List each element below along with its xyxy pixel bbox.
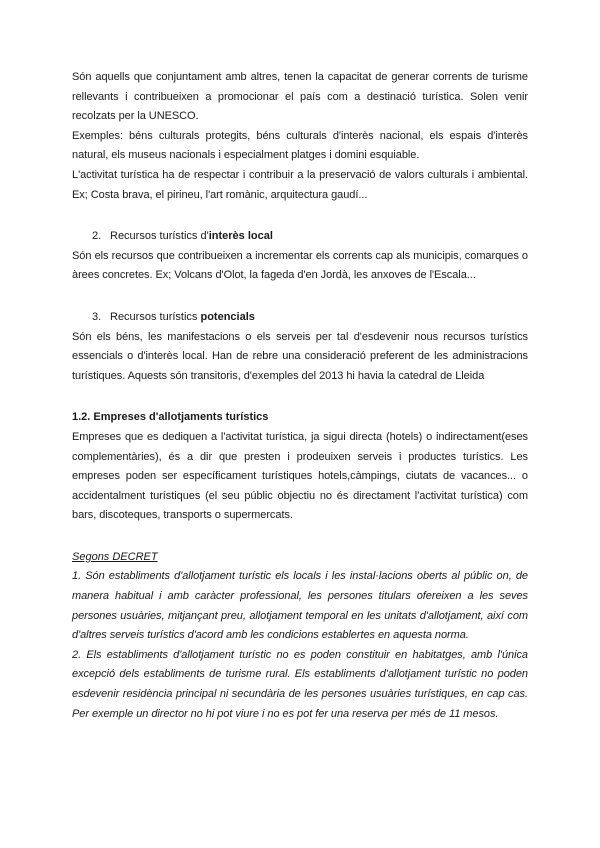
- item-3-heading: [92, 308, 528, 328]
- item-3-number: 3.: [92, 310, 102, 323]
- intro-paragraph-3: L'activitat turística ha de respectar i contribuir a la preservació de valors culturals i ambiental. Ex; Costa brava, el pirineu, l'art romànic, arquitectura gaudí...: [72, 168, 528, 201]
- item-2-title-bold: interès local: [208, 230, 273, 243]
- item-3-body: Són els béns, les manifestacions o els serveis per tal d'esdevenir nous recursos turístics essencials o d'interès local. Han de rebre una consideració preferent de les administracions turístiques. Aquests són transitoris, d'exemples del 2013 hi havia la catedral de Lleida: [72, 330, 528, 382]
- item-2-heading: [92, 227, 528, 247]
- decret-paragraph-1: 1. Són establiments d'allotjament turístic els locals i les instal·lacions oberts al públic on, de manera habitual i amb caràcter professional, les persones titulars ofereixen a les seves persones usuàries, mitjançant preu, allotjament temporal en les unitats d'allotjament, així com d'altres serveis turístics d'acord amb les condicions establertes en aquesta norma.: [72, 570, 528, 642]
- intro-paragraph-2: Exemples: béns culturals protegits, béns culturals d'interès nacional, els espais d'interès natural, els museus nacionals i especialment platges i domini esquiable.: [72, 129, 528, 162]
- section-body: Empreses que es dediquen a l'activitat turística, ja sigui directa (hotels) o indirectament(eses complementàries), és a dir que presten i prodeuixen serveis i productes turístics. Les empreses poden ser específicament turístiques hotels,càmpings, ciutats de vacances... o accidentalment turístiques (el seu públic objectiu no és directament l'activitat turística) com bars, discoteques, transports o supermercats.: [72, 430, 528, 522]
- document-page: [72, 68, 528, 724]
- item-2-title-plain: Recursos turístics d': [110, 230, 209, 243]
- intro-paragraph-1: Són aquells que conjuntament amb altres, tenen la capacitat de generar corrents de turisme rellevants i contribueixen a promocionar el país com a destinació turística. Solen venir recolzats per la UNESCO.: [72, 71, 528, 123]
- item-3-title-plain: Recursos turístics: [110, 310, 201, 323]
- item-2-body: Són els recursos que contribueixen a incrementar els corrents cap als municipis, comarques o àrees concretes. Ex; Volcans d'Olot, la fageda d'en Jordà, les anxoves de l'Escala...: [72, 249, 528, 282]
- decret-block: [72, 548, 528, 724]
- decret-paragraph-2: 2. Els establiments d'allotjament turístic no es poden constituir en habitatges, amb l'única excepció dels establiments de turisme rural. Els establiments d'allotjament turístic no poden esdevenir residència principal ni secundària de les persones usuàries turístiques, en cap cas. Per exemple un director no hi pot viure i no es pot fer una reserva per més de 11 mesos.: [72, 648, 528, 720]
- section-heading: 1.2. Empreses d'allotjaments turístics: [72, 411, 269, 424]
- item-2-number: 2.: [92, 230, 102, 243]
- decret-title: Segons DECRET: [72, 550, 158, 563]
- item-3-title-bold: potencials: [200, 310, 255, 323]
